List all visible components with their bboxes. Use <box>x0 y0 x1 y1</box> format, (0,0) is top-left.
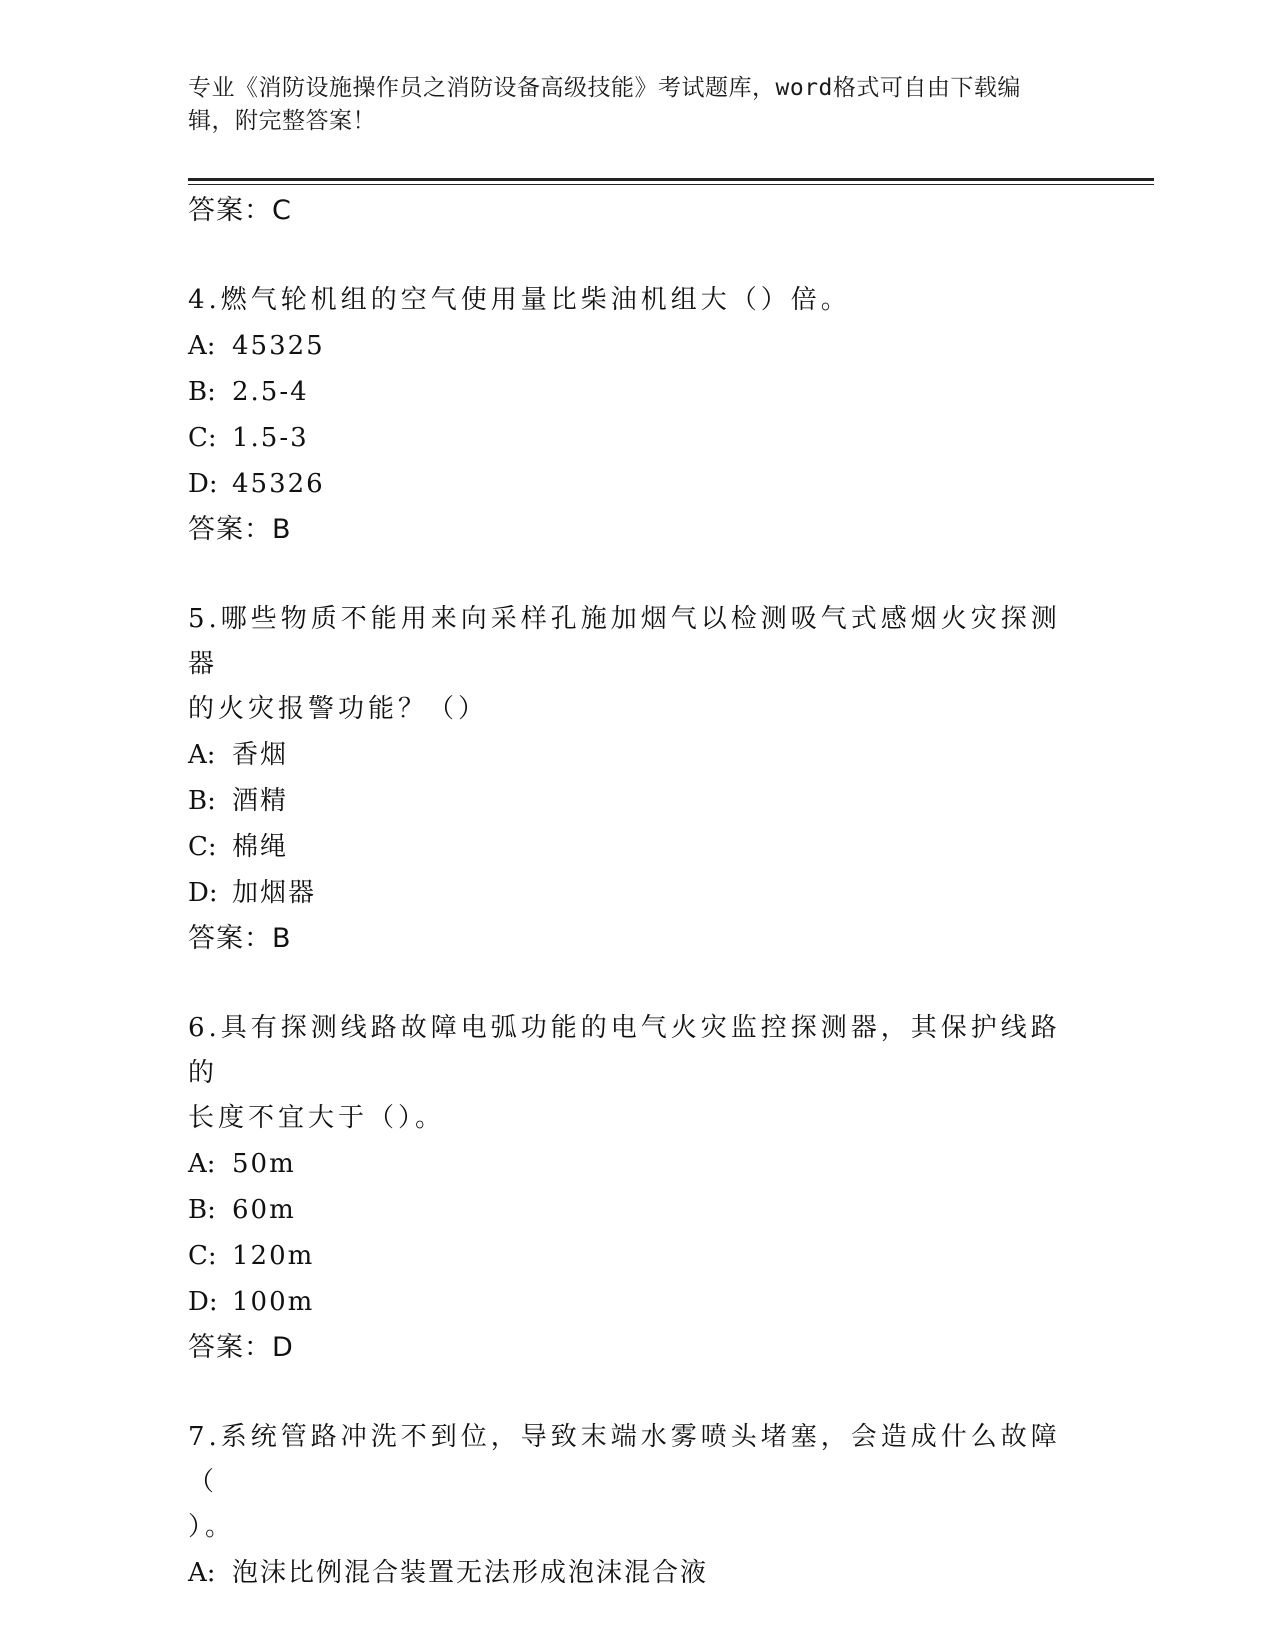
option-text: 棉绳 <box>232 832 289 862</box>
option-letter: A: <box>188 1558 216 1588</box>
option-letter: C: <box>188 423 217 453</box>
option-letter: A: <box>188 1149 216 1179</box>
option-text: 120m <box>232 1241 315 1271</box>
option-letter: D: <box>188 1287 218 1317</box>
answer-label: 答案： <box>188 923 272 954</box>
header-divider-thin <box>188 184 1154 185</box>
option-letter: D: <box>188 469 218 499</box>
option-text: 60m <box>232 1195 296 1225</box>
question-stem <box>188 597 1068 732</box>
answer-line-q3 <box>188 188 1068 234</box>
question-stem-line: ）。 <box>188 1512 236 1542</box>
option-text: 2.5-4 <box>232 377 309 407</box>
question-stem <box>188 1415 1068 1550</box>
question-block-4 <box>188 278 1068 553</box>
option-b <box>188 369 1068 415</box>
option-letter: B: <box>188 786 216 816</box>
option-letter: D: <box>188 878 218 908</box>
option-d <box>188 461 1068 507</box>
spacer <box>188 962 1068 1006</box>
option-text: 酒精 <box>232 786 289 816</box>
option-d <box>188 870 1068 916</box>
question-block-5 <box>188 597 1068 962</box>
option-letter: C: <box>188 1241 217 1271</box>
answer-value: B <box>272 514 291 545</box>
option-c <box>188 1233 1068 1279</box>
option-text: 50m <box>232 1149 296 1179</box>
option-b <box>188 1187 1068 1233</box>
answer-value: D <box>272 1332 293 1363</box>
answer-label: 答案： <box>188 1332 272 1363</box>
option-text: 泡沫比例混合装置无法形成泡沫混合液 <box>232 1558 709 1588</box>
option-a <box>188 1550 1068 1596</box>
question-stem <box>188 1006 1068 1141</box>
question-block-6 <box>188 1006 1068 1371</box>
question-content <box>188 188 1068 1596</box>
option-a <box>188 732 1068 778</box>
option-a <box>188 1141 1068 1187</box>
option-letter: A: <box>188 740 216 770</box>
question-stem-line: 7.系统管路冲洗不到位，导致末端水雾喷头堵塞，会造成什么故障（ <box>188 1422 1061 1497</box>
answer-label: 答案： <box>188 195 272 226</box>
spacer <box>188 1371 1068 1415</box>
answer-label: 答案： <box>188 514 272 545</box>
option-letter: A: <box>188 331 216 361</box>
option-text: 45325 <box>232 331 325 361</box>
option-c <box>188 415 1068 461</box>
question-stem-line: 的火灾报警功能？（） <box>188 694 489 724</box>
option-letter: B: <box>188 377 216 407</box>
option-text: 1.5-3 <box>232 423 309 453</box>
question-stem-line: 4.燃气轮机组的空气使用量比柴油机组大（）倍。 <box>188 285 851 315</box>
question-stem-line: 6.具有探测线路故障电弧功能的电气火灾监控探测器，其保护线路的 <box>188 1013 1061 1088</box>
option-c <box>188 824 1068 870</box>
question-stem-line: 5.哪些物质不能用来向采样孔施加烟气以检测吸气式感烟火灾探测器 <box>188 604 1061 679</box>
option-text: 加烟器 <box>232 878 317 908</box>
question-block-7 <box>188 1415 1068 1596</box>
document-header <box>188 72 1068 138</box>
option-letter: C: <box>188 832 217 862</box>
answer-line <box>188 507 1068 553</box>
header-divider-thick <box>188 178 1154 181</box>
option-d <box>188 1279 1068 1325</box>
spacer <box>188 234 1068 278</box>
option-letter: B: <box>188 1195 216 1225</box>
spacer <box>188 553 1068 597</box>
option-text: 100m <box>232 1287 315 1317</box>
answer-value: B <box>272 923 291 954</box>
header-line-2: 辑，附完整答案！ <box>188 108 376 134</box>
option-b <box>188 778 1068 824</box>
option-text: 香烟 <box>232 740 289 770</box>
question-stem <box>188 278 1068 323</box>
header-line-1: 专业《消防设施操作员之消防设备高级技能》考试题库，word格式可自由下载编 <box>188 75 1021 101</box>
answer-line <box>188 1325 1068 1371</box>
answer-line <box>188 916 1068 962</box>
option-a <box>188 323 1068 369</box>
option-text: 45326 <box>232 469 325 499</box>
question-stem-line: 长度不宜大于（）。 <box>188 1103 446 1133</box>
answer-value: C <box>272 195 291 226</box>
